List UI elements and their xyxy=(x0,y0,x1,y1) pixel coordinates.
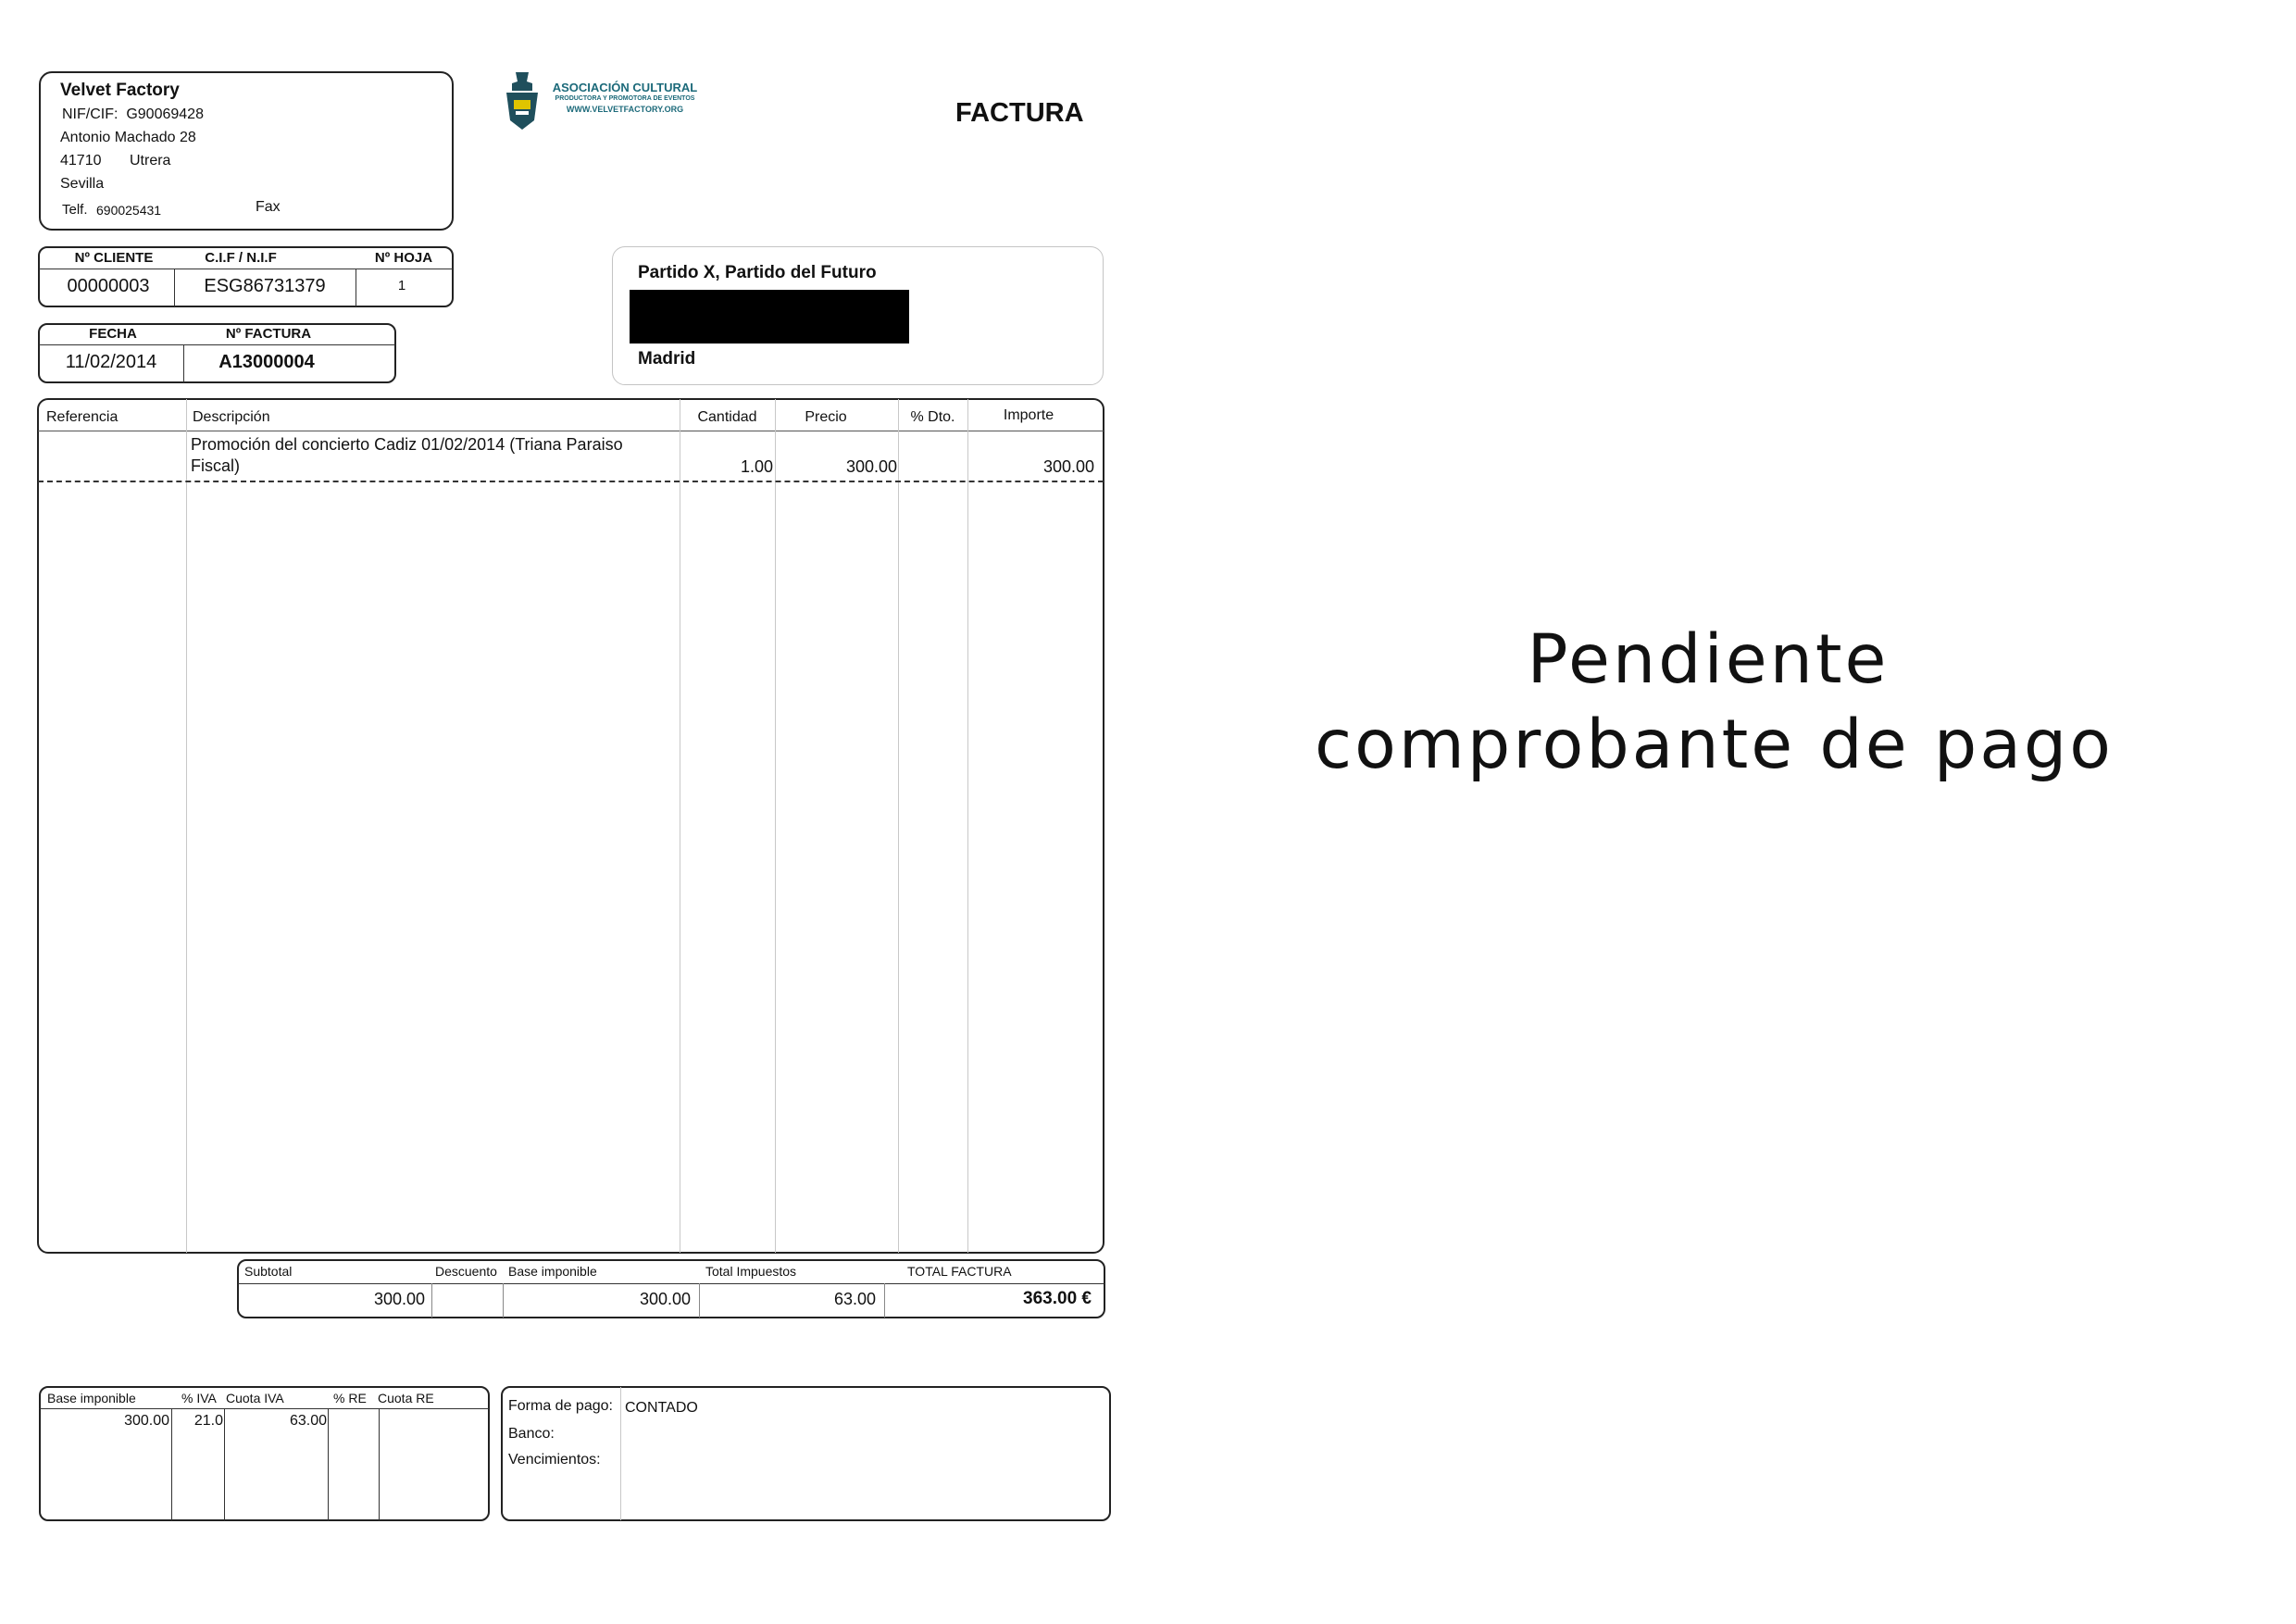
item-description-line2: Fiscal) xyxy=(191,456,240,475)
col-header-reference: Referencia xyxy=(46,409,119,425)
col-header-price: Precio xyxy=(805,409,847,425)
items-col-divider xyxy=(186,399,187,1253)
tax-base-header: Base imponible xyxy=(508,1264,597,1279)
discount-header: Descuento xyxy=(435,1264,497,1279)
invoice-number-value: A13000004 xyxy=(218,352,315,372)
re-amount-col-header: Cuota RE xyxy=(378,1391,434,1405)
row-dashed-divider xyxy=(38,481,1104,482)
company-fax-label: Fax xyxy=(256,199,281,215)
client-number-value: 00000003 xyxy=(67,276,150,296)
items-col-divider xyxy=(775,399,776,1253)
due-dates-label: Vencimientos: xyxy=(508,1452,601,1468)
logo-subtitle: PRODUCTORA Y PROMOTORA DE EVENTOS xyxy=(555,95,695,102)
recipient-name: Partido X, Partido del Futuro xyxy=(638,263,877,282)
invoice-total-header: TOTAL FACTURA xyxy=(907,1264,1012,1279)
company-province: Sevilla xyxy=(60,176,105,192)
totals-header-divider xyxy=(238,1283,1104,1284)
item-quantity: 1.00 xyxy=(740,457,773,476)
date-value: 11/02/2014 xyxy=(65,352,157,372)
logo-url: WWW.VELVETFACTORY.ORG xyxy=(566,105,684,114)
sheet-number-value: 1 xyxy=(397,278,406,294)
tax-col-divider xyxy=(328,1408,329,1520)
payment-col-divider xyxy=(620,1387,621,1520)
logo-title: ASOCIACIÓN CULTURAL xyxy=(552,81,698,94)
subtotal-value: 300.00 xyxy=(373,1290,425,1308)
item-amount: 300.00 xyxy=(1042,457,1094,476)
date-header: FECHA xyxy=(89,326,137,342)
invoice-number-header: Nº FACTURA xyxy=(225,326,312,342)
date-box-divider xyxy=(39,344,395,345)
company-postal-code: 41710 xyxy=(60,153,102,169)
vat-amount-col-value: 63.00 xyxy=(289,1413,327,1429)
tax-base-value: 300.00 xyxy=(639,1290,691,1308)
client-nif-header: C.I.F / N.I.F xyxy=(205,250,277,266)
redacted-block xyxy=(630,290,909,344)
col-header-discount: % Dto. xyxy=(910,409,955,425)
vat-rate-col-value: 21.0 xyxy=(193,1413,223,1429)
bank-label: Banco: xyxy=(508,1426,555,1442)
totals-col-divider xyxy=(431,1283,432,1318)
item-description-line1: Promoción del concierto Cadiz 01/02/2014 (Triana Paraiso xyxy=(191,435,623,454)
company-nif: NIF/CIF: G90069428 xyxy=(62,106,204,122)
col-header-description: Descripción xyxy=(193,409,270,425)
total-taxes-value: 63.00 xyxy=(833,1290,876,1308)
company-address: Antonio Machado 28 xyxy=(60,130,196,145)
client-number-header: Nº CLIENTE xyxy=(74,250,154,266)
vat-amount-col-header: Cuota IVA xyxy=(226,1391,284,1405)
tax-header-divider xyxy=(40,1408,489,1409)
logo-badge-icon xyxy=(505,72,540,130)
tax-breakdown-box xyxy=(39,1386,490,1521)
recipient-city: Madrid xyxy=(638,349,696,369)
company-name: Velvet Factory xyxy=(60,81,180,100)
payment-method-value: CONTADO xyxy=(625,1400,698,1416)
payment-method-label: Forma de pago: xyxy=(508,1398,613,1414)
tax-base-col-header: Base imponible xyxy=(47,1391,136,1405)
items-col-divider xyxy=(898,399,899,1253)
invoice-total-value: 363.00 € xyxy=(1023,1289,1092,1308)
invoice-title: FACTURA xyxy=(955,98,1084,128)
client-nif-value: ESG86731379 xyxy=(204,276,326,296)
company-logo xyxy=(505,72,708,130)
vat-rate-col-header: % IVA xyxy=(181,1391,217,1405)
tax-base-col-value: 300.00 xyxy=(124,1413,169,1429)
col-header-amount: Importe xyxy=(1003,407,1054,423)
tax-col-divider xyxy=(379,1408,380,1520)
company-city: Utrera xyxy=(130,153,171,169)
items-table xyxy=(37,398,1104,1254)
item-price: 300.00 xyxy=(845,457,897,476)
pending-payment-line2: comprobante de pago xyxy=(1315,706,2114,784)
col-header-quantity: Cantidad xyxy=(697,409,757,425)
company-phone-label: Telf. xyxy=(62,202,88,218)
subtotal-header: Subtotal xyxy=(244,1264,293,1279)
pending-payment-line1: Pendiente xyxy=(1527,620,1890,699)
company-phone: 690025431 xyxy=(96,203,162,218)
total-taxes-header: Total Impuestos xyxy=(705,1264,797,1279)
items-col-divider xyxy=(967,399,968,1253)
sheet-number-header: Nº HOJA xyxy=(374,250,433,266)
re-rate-col-header: % RE xyxy=(333,1391,367,1405)
